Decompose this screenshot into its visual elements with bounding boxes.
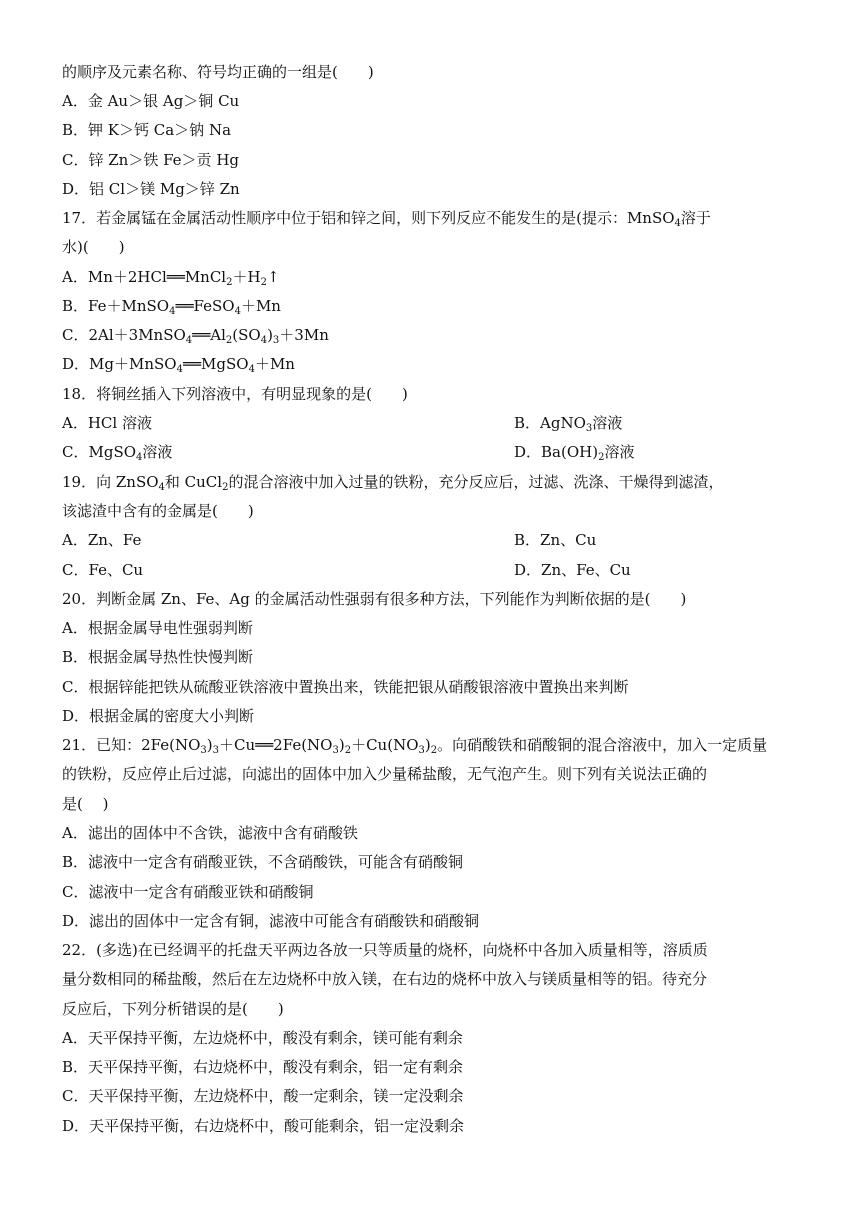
q17-stem-text: 17．若金属锰在金属活动性顺序中位于铝和锌之间，则下列反应不能发生的是(提示：MnSO	[62, 209, 675, 227]
q22-stem-line3: 反应后，下列分析错误的是( )	[62, 1000, 284, 1018]
text-run: ↑	[266, 268, 280, 286]
q19-stem-line2: 该滤渣中含有的金属是( )	[62, 502, 254, 520]
subscript: 2	[225, 335, 233, 346]
q20-option-c: C．根据锌能把铁从硫酸亚铁溶液中置换出来，铁能把银从硝酸银溶液中置换出来判断	[62, 678, 629, 696]
subscript: 3	[585, 423, 593, 434]
text-run: 和 CuCl	[164, 473, 223, 491]
text-run: )	[338, 736, 345, 754]
q16-option-c: C．锌 Zn＞铁 Fe＞贡 Hg	[62, 151, 240, 169]
text-run: ＋H	[232, 268, 261, 286]
q21-option-a: A．滤出的固体中不含铁，滤液中含有硝酸铁	[62, 824, 358, 842]
q19-option-b: B．Zn、Cu	[514, 531, 597, 549]
q16-option-b: B．钾 K＞钙 Ca＞钠 Na	[62, 121, 232, 139]
q19-option-d: D．Zn、Fe、Cu	[514, 561, 631, 579]
text-run: B．Fe＋MnSO	[62, 297, 170, 315]
q20-option-d: D．根据金属的密度大小判断	[62, 707, 255, 725]
text-run: ＋Cu══2Fe(NO	[218, 736, 333, 754]
q18-stem: 18．将铜丝插入下列溶液中，有明显现象的是( )	[62, 385, 408, 403]
q17-stem	[62, 208, 711, 228]
q21-option-c: C．滤液中一定含有硝酸亚铁和硝酸铜	[62, 883, 314, 901]
text-run: ══Al	[192, 326, 226, 344]
q17-option-a	[62, 267, 280, 287]
subscript: 3	[272, 335, 280, 346]
q16-option-a: A．金 Au＞银 Ag＞铜 Cu	[62, 92, 240, 110]
q21-option-d: D．滤出的固体中一定含有铜，滤液中可能含有硝酸铁和硝酸铜	[62, 912, 480, 930]
text-run: ＋Mn	[254, 355, 295, 373]
subscript: 2	[430, 745, 438, 756]
subscript: 2	[344, 745, 352, 756]
text-run: 。向硝酸铁和硝酸铜的混合溶液中，加入一定质量	[437, 736, 768, 754]
text-run: 21．已知：2Fe(NO	[62, 736, 201, 754]
subscript: 2	[260, 277, 267, 288]
subscript: 3	[418, 745, 425, 756]
subscript: 4	[169, 306, 176, 317]
text-run: D．Ba(OH)	[514, 443, 599, 461]
subscript: 4	[158, 482, 165, 493]
text-run: 19．向 ZnSO	[62, 473, 159, 491]
q17-option-c	[62, 325, 329, 345]
text-run: B．AgNO	[514, 414, 586, 432]
text-run: ══MgSO	[182, 355, 249, 373]
text-run: )	[267, 326, 273, 344]
q22-stem: 22．(多选)在已经调平的托盘天平两边各放一只等质量的烧杯，向烧杯中各加入质量相等，溶质质	[62, 941, 708, 959]
q22-option-a: A．天平保持平衡，左边烧杯中，酸没有剩余，镁可能有剩余	[62, 1029, 463, 1047]
q21-stem	[62, 735, 767, 755]
subscript: 2	[598, 452, 605, 463]
subscript: 2	[226, 277, 233, 288]
q17-option-b	[62, 296, 281, 316]
q21-stem-line2: 的铁粉，反应停止后过滤，向滤出的固体中加入少量稀盐酸，无气泡产生。则下列有关说法正确的	[62, 765, 708, 783]
text-run: ＋3Mn	[279, 326, 329, 344]
text-run: 溶液	[604, 443, 635, 461]
text-run: 溶液	[142, 443, 173, 461]
q21-stem-line3: 是( )	[62, 795, 109, 813]
q17-stem-text-end: 溶于	[680, 209, 711, 227]
subscript: 4	[674, 218, 681, 229]
q17-option-d	[62, 354, 295, 374]
q20-option-a: A．根据金属导电性强弱判断	[62, 619, 253, 637]
q16-option-d: D．铝 Cl＞镁 Mg＞锌 Zn	[62, 180, 240, 198]
q18-option-d	[514, 442, 634, 462]
q22-option-b: B．天平保持平衡，右边烧杯中，酸没有剩余，铝一定有剩余	[62, 1058, 464, 1076]
text-run: (SO	[232, 326, 261, 344]
q22-stem-line2: 量分数相同的稀盐酸，然后在左边烧杯中放入镁，在右边的烧杯中放入与镁质量相等的铝。待充分	[62, 970, 708, 988]
text-run: )	[206, 736, 213, 754]
text-run: ＋Cu(NO	[351, 736, 419, 754]
subscript: 4	[248, 364, 255, 375]
subscript: 4	[260, 335, 268, 346]
subscript: 3	[332, 745, 339, 756]
subscript: 4	[136, 452, 143, 463]
subscript: 2	[222, 482, 229, 493]
subscript: 4	[176, 364, 183, 375]
text-run: )	[424, 736, 431, 754]
text-run: A．Mn＋2HCl══MnCl	[62, 268, 227, 286]
q17-stem-line2: 水)( )	[62, 238, 125, 256]
text-run: C．2Al＋3MnSO	[62, 326, 186, 344]
q18-option-a: A．HCl 溶液	[62, 414, 152, 432]
subscript: 3	[200, 745, 207, 756]
q18-option-b	[514, 413, 622, 433]
q18-option-c	[62, 442, 172, 462]
subscript: 4	[185, 335, 193, 346]
text-run: D．Mg＋MnSO	[62, 355, 177, 373]
q20-option-b: B．根据金属导热性快慢判断	[62, 648, 254, 666]
q21-option-b: B．滤液中一定含有硝酸亚铁，不含硝酸铁，可能含有硝酸铜	[62, 853, 464, 871]
q22-option-d: D．天平保持平衡，右边烧杯中，酸可能剩余，铝一定没剩余	[62, 1117, 465, 1135]
q19-option-a: A．Zn、Fe	[62, 531, 142, 549]
subscript: 4	[234, 306, 241, 317]
text-run: ══FeSO	[175, 297, 235, 315]
q19-option-c: C．Fe、Cu	[62, 561, 144, 579]
subscript: 3	[212, 745, 219, 756]
text-run: 溶液	[592, 414, 623, 432]
text-run: 的混合溶液中加入过量的铁粉，充分反应后，过滤、洗涤、干燥得到滤渣，	[228, 473, 724, 491]
q20-stem: 20．判断金属 Zn、Fe、Ag 的金属活动性强弱有很多种方法，下列能作为判断依据的是( )	[62, 590, 687, 608]
text-run: C．MgSO	[62, 443, 137, 461]
q22-option-c: C．天平保持平衡，左边烧杯中，酸一定剩余，镁一定没剩余	[62, 1087, 464, 1105]
q19-stem	[62, 472, 723, 492]
q16-stem-tail: 的顺序及元素名称、符号均正确的一组是( )	[62, 63, 374, 81]
text-run: ＋Mn	[240, 297, 281, 315]
